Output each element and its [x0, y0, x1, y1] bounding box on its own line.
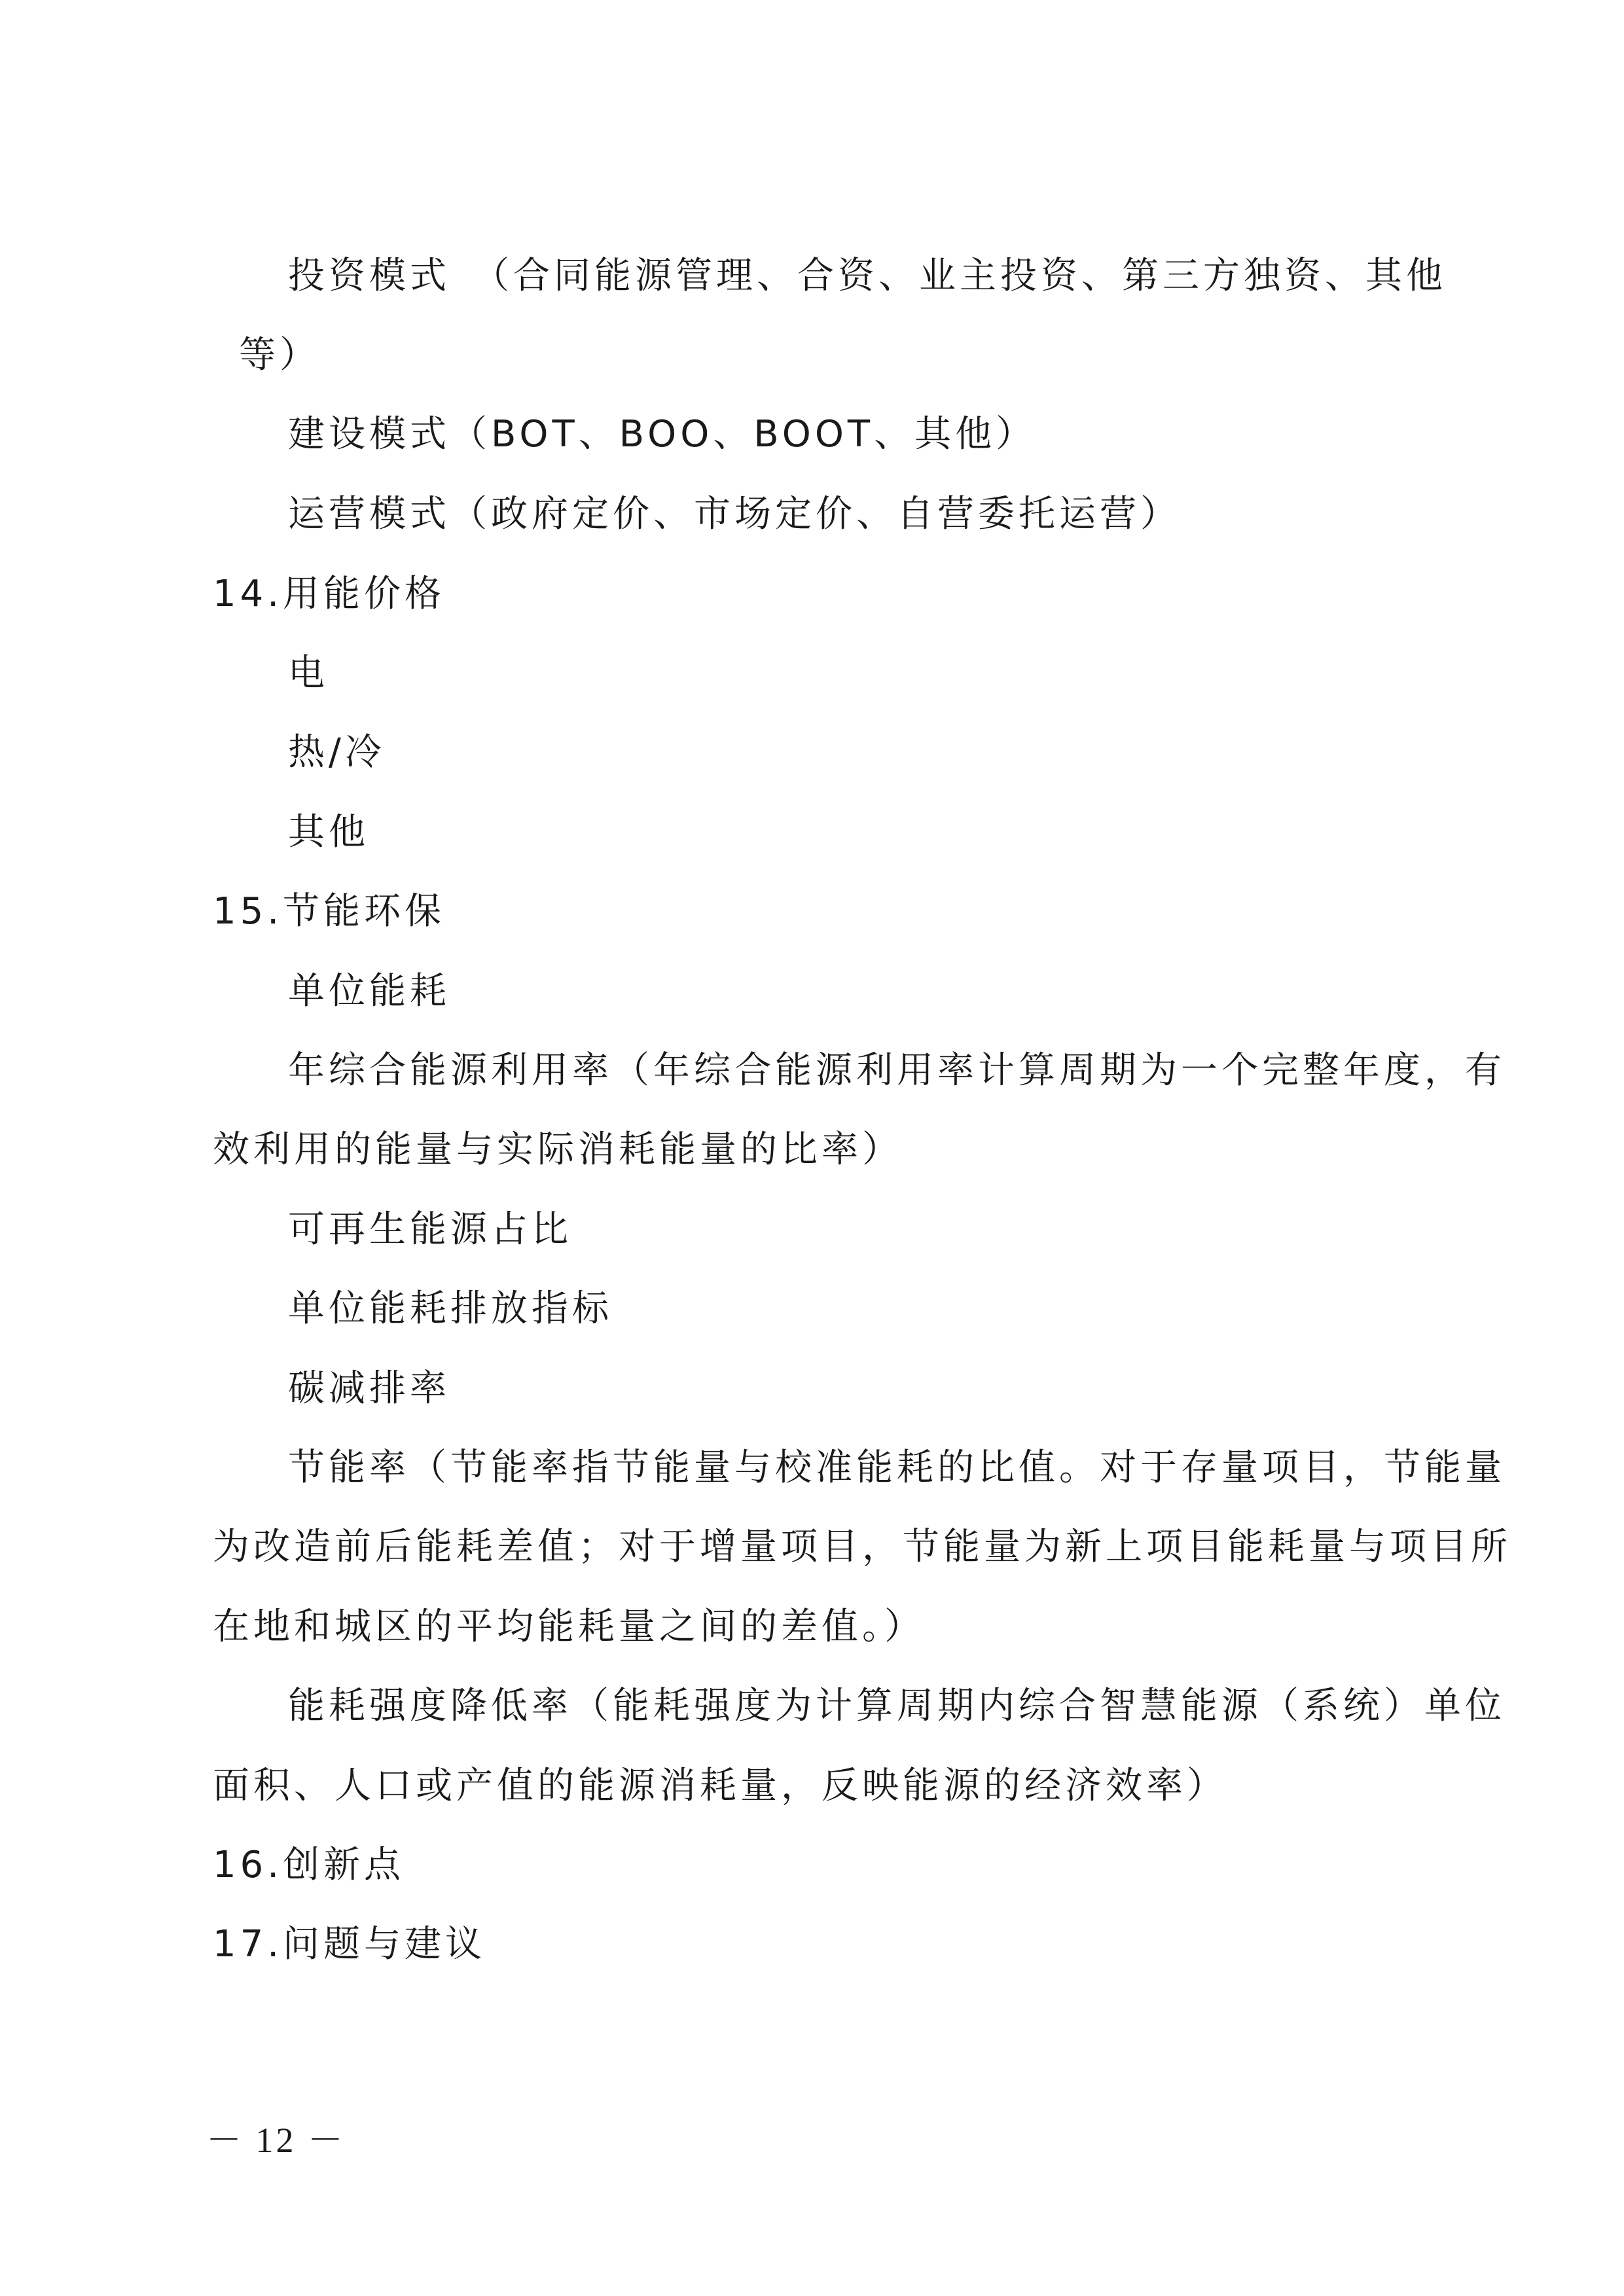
unit-energy-consumption-item: 单位能耗: [288, 970, 450, 1013]
page-number: － 12 －: [206, 2121, 346, 2160]
annual-energy-utilization-continuation: 效利用的能量与实际消耗能量的比率）: [213, 1128, 903, 1171]
renewable-share-item: 可再生能源占比: [288, 1208, 572, 1251]
section-17-heading: 17.问题与建议: [213, 1923, 486, 1965]
price-other-item: 其他: [288, 811, 369, 853]
operation-mode-line: 运营模式（政府定价、市场定价、自营委托运营）: [288, 493, 1181, 535]
section-15-heading: 15.节能环保: [213, 890, 446, 933]
construction-mode-line: 建设模式（BOT、BOO、BOOT、其他）: [288, 413, 1037, 456]
energy-saving-rate-line-1: 节能率（节能率指节能量与校准能耗的比值。对于存量项目，节能量: [288, 1446, 1506, 1489]
price-heat-cold-item: 热/冷: [288, 731, 386, 774]
section-16-heading: 16.创新点: [213, 1844, 405, 1886]
carbon-reduction-item: 碳减排率: [288, 1367, 450, 1410]
emission-index-item: 单位能耗排放指标: [288, 1287, 613, 1330]
energy-saving-rate-line-2: 为改造前后能耗差值；对于增量项目，节能量为新上项目能耗量与项目所: [213, 1526, 1511, 1568]
energy-saving-rate-line-3: 在地和城区的平均能耗量之间的差值。）: [213, 1605, 925, 1648]
price-electricity-item: 电: [288, 652, 329, 694]
investment-mode-line: 投资模式 （合同能源管理、合资、业主投资、第三方独资、其他: [288, 255, 1447, 297]
investment-mode-continuation: 等）: [239, 334, 320, 376]
intensity-reduction-line-2: 面积、人口或产值的能源消耗量，反映能源的经济效率）: [213, 1765, 1227, 1807]
annual-energy-utilization-line: 年综合能源利用率（年综合能源利用率计算周期为一个完整年度，有: [288, 1049, 1506, 1092]
section-14-heading: 14.用能价格: [213, 573, 446, 615]
intensity-reduction-line-1: 能耗强度降低率（能耗强度为计算周期内综合智慧能源（系统）单位: [288, 1685, 1506, 1727]
